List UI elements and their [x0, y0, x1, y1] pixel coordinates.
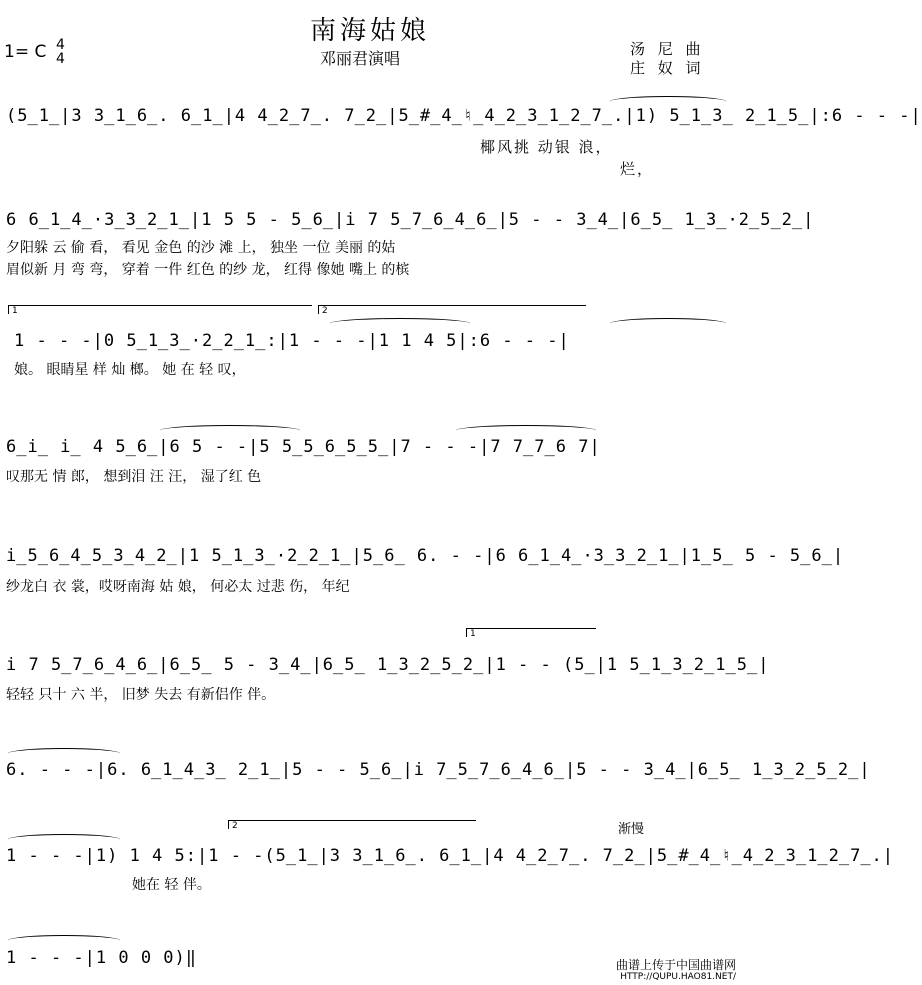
second-ending-bracket [318, 305, 586, 314]
key-signature: 1= C [4, 42, 47, 62]
system-6-lyrics: 轻轻 只十 六 半， 旧梦 失去 有新侣作 伴。 [6, 687, 276, 703]
singer-credit: 邓丽君演唱 [319, 49, 400, 68]
footer-site-url: HTTP://QUPU.HAO81.NET/ [620, 972, 736, 982]
second-ending-number: 2 [322, 306, 328, 316]
slur [610, 318, 726, 329]
footer-site-name: 曲谱上传于中国曲谱网 [615, 958, 736, 972]
slur [330, 318, 470, 329]
system-5-notes: i̲5̲6̲4̲5̲3̲4̲2̲|1 5̲1̲3̲·2̲2̲1̲|5̲6̲ 6. - -|6 6̲1̲4̲·3̲3̲2̲1̲|1̲5̲ 5 - 5̲6̲| [6, 546, 845, 566]
song-title: 南海姑娘 [309, 16, 430, 46]
system-6-notes: i 7 5̲7̲6̲4̲6̲|6̲5̲ 5 - 3̲4̲|6̲5̲ 1̲3̲2̲5̲2̲|1 - - (5̲|1 5̲1̲3̲2̲1̲5̲| [6, 655, 770, 675]
credits [630, 40, 705, 78]
first-ending-bracket-2 [466, 628, 596, 637]
system-7-notes: 6. - - -|6. 6̲1̲4̲3̲ 2̲1̲|5 - - 5̲6̲|i 7̲5̲7̲6̲4̲6̲|5 - - 3̲4̲|6̲5̲ 1̲3̲2̲5̲2̲| [6, 760, 871, 780]
slur [8, 834, 120, 845]
slur [8, 935, 120, 946]
first-ending-number-2: 1 [470, 629, 476, 639]
system-3-notes: 1 - - -|0 5̲1̲3̲·2̲2̲1̲:|1 - - -|1 1 4 5|:6 - - -| [14, 331, 570, 351]
second-ending-number-2: 2 [232, 821, 238, 831]
time-signature-top: 4 [56, 37, 65, 53]
system-2-lyrics-verse2: 眉似新 月 弯 弯， 穿着 一件 红色 的纱 龙， 红得 像她 嘴上 的槟 [6, 262, 410, 278]
second-ending-bracket-2 [228, 820, 476, 829]
composer-credit: 汤 尼 曲 [630, 40, 705, 58]
system-1-lyrics-verse1: 椰风挑 动银 浪， [480, 138, 613, 156]
footer-watermark [616, 959, 736, 983]
system-3-lyrics: 娘。 眼睛星 样 灿 榔。 她 在 轻 叹， [14, 362, 246, 378]
time-signature-bottom: 4 [56, 51, 65, 67]
slur [456, 425, 596, 436]
slur [160, 425, 300, 436]
system-4-lyrics: 叹那无 情 郎， 想到泪 汪 汪， 湿了红 色 [6, 469, 262, 485]
system-2-lyrics-verse1: 夕阳躲 云 偷 看， 看见 金色 的沙 滩 上， 独坐 一位 美丽 的姑 [6, 240, 396, 256]
time-signature [56, 38, 65, 66]
slur [8, 748, 120, 759]
system-9-notes: 1 - - -|1 0 0 0)‖ [6, 948, 197, 968]
first-ending-bracket [8, 305, 312, 314]
system-8-notes: 1 - - -|1) 1 4 5:|1 - -(5̲1̲|3 3̲1̲6̲. 6̲1̲|4 4̲2̲7̲. 7̲2̲|5̲#̲4̲♮̲4̲2̲3̲1̲2̲7̲.| [6, 846, 895, 866]
ritardando-mark: 渐慢 [618, 822, 645, 837]
system-1-lyrics-verse2: 烂， [620, 160, 655, 178]
system-8-lyrics: 她在 轻 伴。 [132, 877, 211, 893]
system-1-notes: (5̲1̲|3 3̲1̲6̲. 6̲1̲|4 4̲2̲7̲. 7̲2̲|5̲#̲4̲♮̲4̲2̲3̲1̲2̲7̲.|1) 5̲1̲3̲ 2̲1̲5̲|:6 - - -| [6, 106, 922, 126]
lyricist-credit: 庄 奴 词 [630, 59, 705, 77]
system-2-notes: 6 6̲1̲4̲·3̲3̲2̲1̲|1 5 5 - 5̲6̲|i 7 5̲7̲6̲4̲6̲|5 - - 3̲4̲|6̲5̲ 1̲3̲·2̲5̲2̲| [6, 210, 815, 230]
first-ending-number: 1 [12, 306, 18, 316]
system-5-lyrics: 纱龙白 衣 裳，哎呀南海 姑 娘， 何必太 过悲 伤， 年纪 [6, 579, 350, 595]
slur [610, 96, 726, 107]
system-4-notes: 6̲i̲ i̲ 4 5̲6̲|6 5 - -|5 5̲5̲6̲5̲5̲|7 - - -|7 7̲7̲6 7| [6, 437, 601, 457]
